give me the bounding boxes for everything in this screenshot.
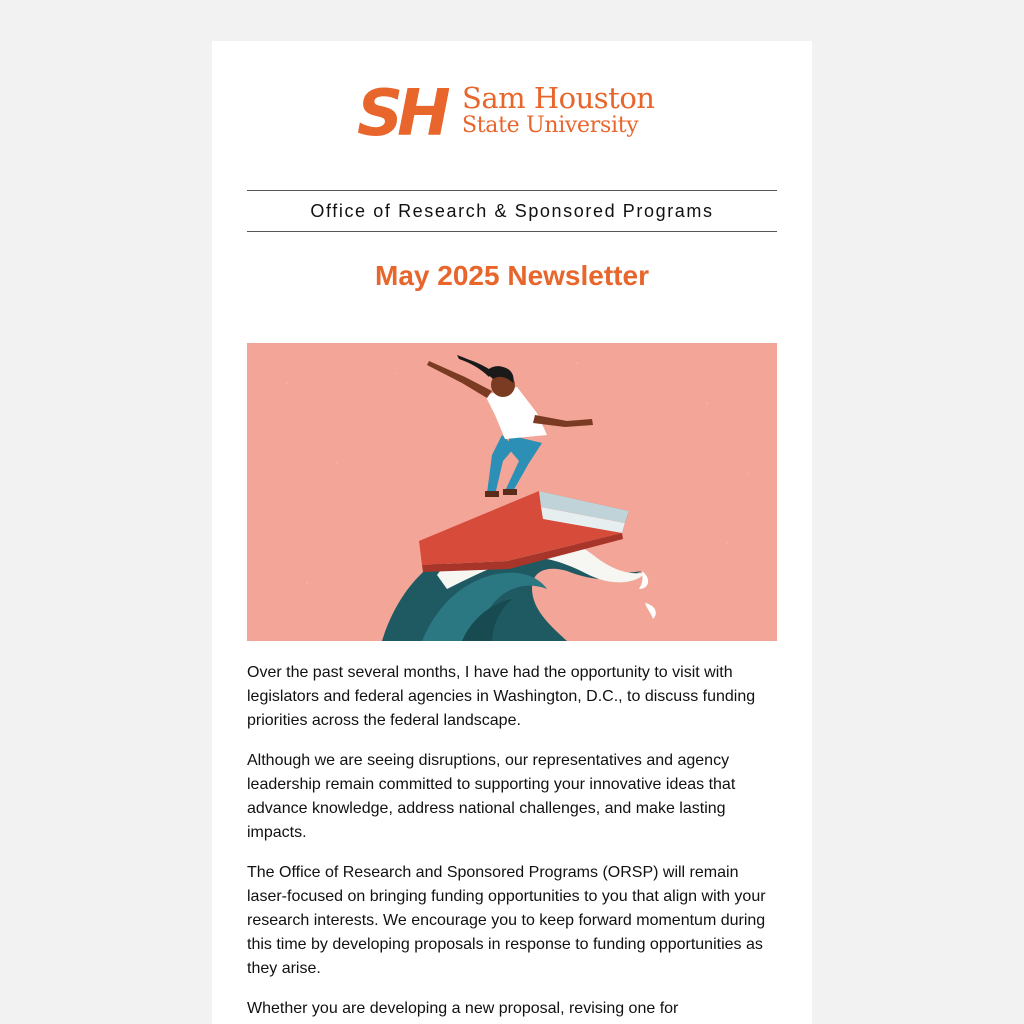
logo-name-line2: State University (462, 113, 639, 138)
sh-monogram-logo (357, 81, 449, 151)
logo-wordmark (462, 81, 655, 138)
hero-image (247, 343, 777, 641)
monogram-text: SH (357, 81, 445, 151)
logo-name-line1: Sam Houston (462, 81, 655, 115)
office-banner: Office of Research & Sponsored Programs (247, 190, 777, 232)
body-paragraph: Whether you are developing a new proposal, revising one for (247, 1000, 679, 1017)
newsletter-body (247, 661, 777, 1024)
newsletter-card (212, 41, 812, 1024)
surfer-illustration (247, 343, 777, 641)
newsletter-title: May 2025 Newsletter (375, 260, 649, 291)
body-paragraph: Over the past several months, I have had the opportunity to visit with legislators and federal agencies in Washington, D.C., to discuss funding priorities across the federal landscape. (247, 664, 756, 729)
shsu-logo[interactable] (357, 81, 677, 151)
body-paragraph: Although we are seeing disruptions, our representatives and agency leadership remain committed to supporting your innovative ideas that advance knowledge, address national challenges, and make lasting impacts. (247, 752, 736, 841)
body-paragraph: The Office of Research and Sponsored Programs (ORSP) will remain laser-focused on bringing funding opportunities to you that align with your research interests. We encourage you to keep forward momentum during this time by developing proposals in response to funding opportunities as they arise. (247, 864, 766, 977)
